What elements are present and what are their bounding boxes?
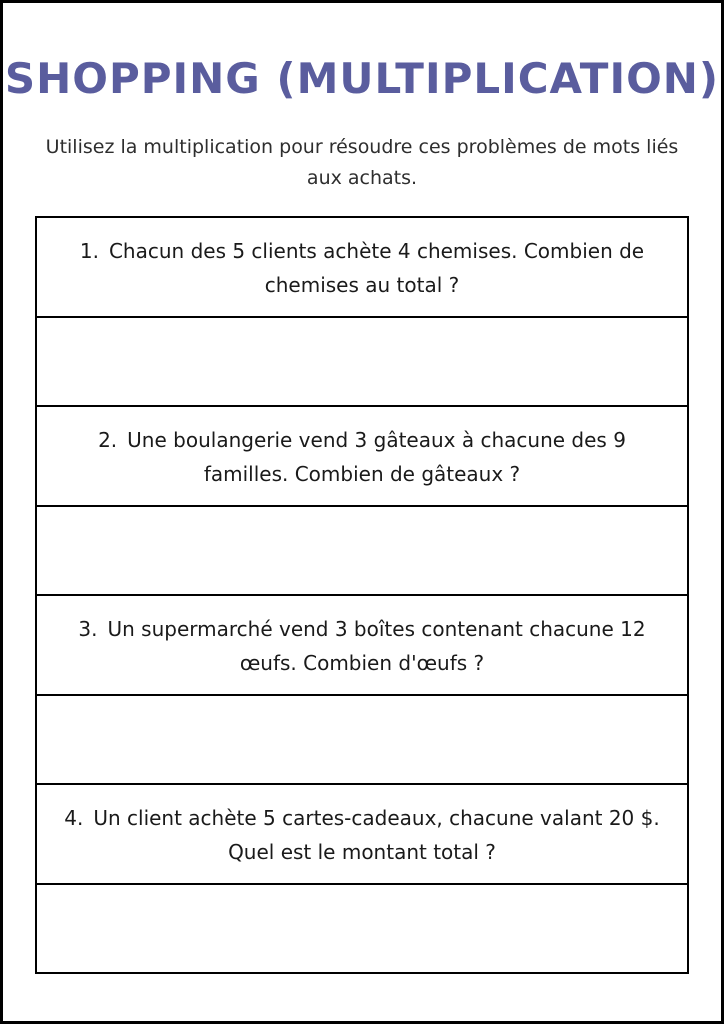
- question-number: 3.: [78, 617, 98, 641]
- answer-box[interactable]: [37, 507, 687, 596]
- worksheet-instructions: Utilisez la multiplication pour résoudre ces problèmes de mots liés aux achats.: [45, 136, 679, 189]
- question-text: Une boulangerie vend 3 gâteaux à chacune des 9 familles. Combien de gâteaux ?: [127, 428, 626, 486]
- question-row: [37, 407, 687, 507]
- question-number: 4.: [64, 806, 84, 830]
- question-text: Un client achète 5 cartes-cadeaux, chacune valant 20 $. Quel est le montant total ?: [93, 806, 660, 864]
- question-text: Un supermarché vend 3 boîtes contenant chacune 12 œufs. Combien d'œufs ?: [107, 617, 646, 675]
- problem-table: [35, 216, 689, 974]
- worksheet-title: SHOPPING (MULTIPLICATION): [4, 54, 720, 103]
- question-number: 2.: [98, 428, 118, 452]
- answer-box[interactable]: [37, 696, 687, 785]
- answer-box[interactable]: [37, 885, 687, 974]
- question-row: [37, 218, 687, 318]
- answer-box[interactable]: [37, 318, 687, 407]
- question-number: 1.: [79, 239, 99, 263]
- question-text: Chacun des 5 clients achète 4 chemises. Combien de chemises au total ?: [108, 239, 645, 297]
- question-row: [37, 596, 687, 696]
- question-row: [37, 785, 687, 885]
